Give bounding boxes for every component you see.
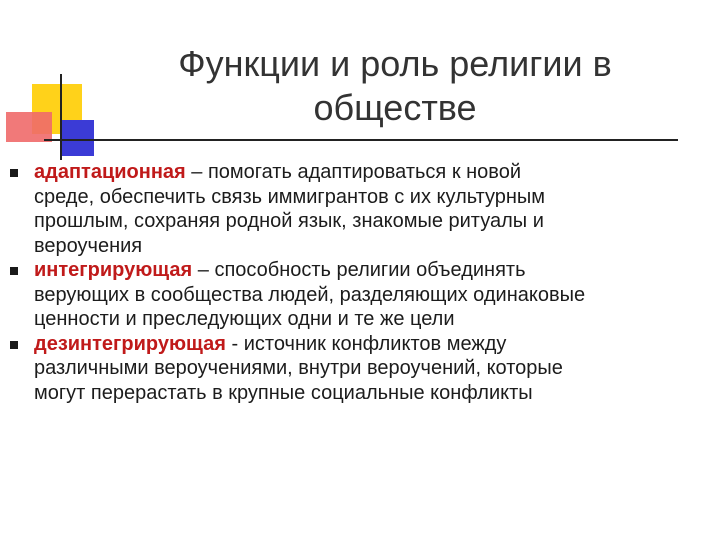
term-disintegrative: дезинтегрирующая: [34, 332, 226, 355]
decor-blue-square: [60, 120, 94, 156]
bullet-square-icon: [10, 169, 18, 177]
term-adaptive: адаптационная: [34, 161, 186, 183]
bullet-first-line: [34, 258, 680, 283]
bullet-text-line: ценности и преследующих одни и те же цели: [34, 308, 455, 330]
bullet-text-line: верующих в сообщества людей, разделяющих одинаковые: [34, 283, 586, 306]
bullet-disintegrative: [10, 332, 680, 406]
slide-title: [150, 42, 640, 130]
bullet-adaptive: [10, 160, 680, 258]
slide-title-line: Функции и роль религии в: [178, 43, 612, 84]
decor-vertical-line: [60, 74, 62, 160]
bullet-text: – способность религии объединять: [192, 259, 526, 281]
decor-red-rectangle: [6, 112, 52, 142]
bullet-text: – помогать адаптироваться к новой: [185, 161, 521, 183]
bullet-text-line: различными вероучениями, внутри вероучений, которые: [34, 357, 563, 379]
term-integrative: интегрирующая: [34, 259, 193, 281]
bullet-square-icon: [10, 341, 18, 349]
slide-title-line: обществе: [313, 87, 477, 128]
bullet-first-line: [34, 160, 680, 185]
bullet-integrative: [10, 258, 680, 332]
bullet-list: [10, 160, 680, 405]
bullet-text-line: могут перерастать в крупные социальные конфликты: [34, 381, 533, 404]
bullet-square-icon: [10, 267, 18, 275]
bullet-first-line: [34, 332, 680, 357]
bullet-text-line: вероучения: [34, 234, 143, 257]
bullet-text: - источник конфликтов между: [225, 332, 507, 355]
title-underline: [44, 139, 678, 141]
bullet-text-line: прошлым, сохраняя родной язык, знакомые ритуалы и: [34, 210, 544, 232]
bullet-text-line: среде, обеспечить связь иммигрантов с их культурным: [34, 185, 546, 208]
